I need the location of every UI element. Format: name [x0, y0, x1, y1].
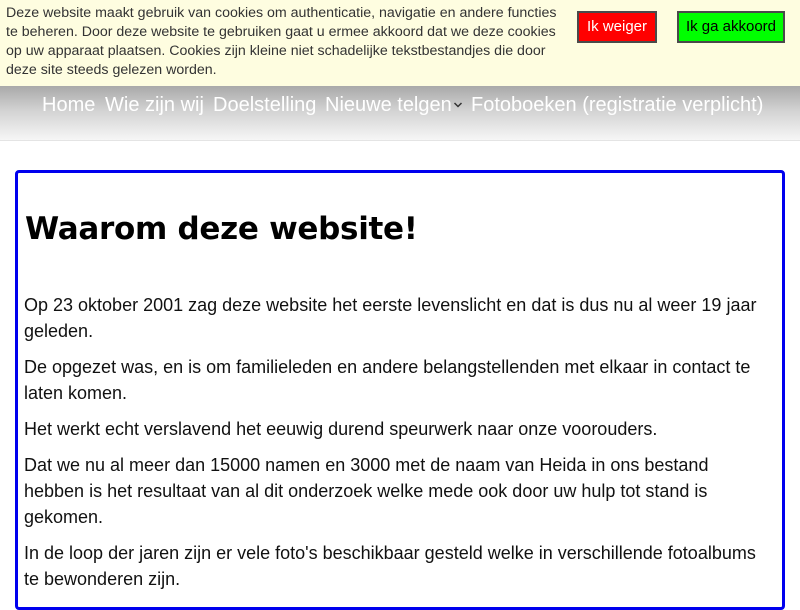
- page-title: Waarom deze website!: [25, 211, 418, 247]
- paragraph: De opgezet was, en is om familieleden en andere belangstellenden met elkaar in contact te laten komen.: [24, 357, 751, 403]
- paragraph: Het werkt echt verslavend het eeuwig durend speurwerk naar onze voorouders.: [24, 419, 658, 439]
- chevron-down-icon[interactable]: [453, 101, 463, 109]
- cookie-notice-text: Deze website maakt gebruik van cookies om authenticatie, navigatie en andere functies te beheren. Door deze website te gebruiken gaat u ermee akkoord dat we deze cookies op uw apparaat plaatsen. Cookies zijn kleine niet schadelijke tekstbestandjes die door deze site steeds gelezen worden.: [6, 5, 557, 78]
- paragraph: Dat we nu al meer dan 15000 namen en 3000 met de naam van Heida in ons bestand hebben is het resultaat van al dit onderzoek welke mede ook door uw hulp tot stand is gekomen.: [24, 455, 709, 527]
- main-navigation: [0, 86, 800, 141]
- nav-fotoboeken[interactable]: Fotoboeken (registratie verplicht): [471, 94, 764, 116]
- accept-cookies-button[interactable]: Ik ga akkoord: [677, 11, 785, 43]
- paragraph: In de loop der jaren zijn er vele foto's beschikbaar gesteld welke in verschillende fotoalbums te bewonderen zijn.: [24, 543, 756, 589]
- cookie-consent-bar: [0, 0, 800, 86]
- refuse-cookies-button[interactable]: Ik weiger: [577, 11, 657, 43]
- nav-home[interactable]: Home: [42, 94, 96, 116]
- paragraph: Op 23 oktober 2001 zag deze website het eerste levenslicht en dat is dus nu al weer 19 jaar geleden.: [24, 295, 757, 341]
- content-panel: [15, 170, 785, 610]
- nav-doelstelling[interactable]: Doelstelling: [213, 94, 317, 116]
- nav-wie-zijn-wij[interactable]: Wie zijn wij: [105, 94, 204, 116]
- nav-nieuwe-telgen[interactable]: Nieuwe telgen: [325, 94, 452, 116]
